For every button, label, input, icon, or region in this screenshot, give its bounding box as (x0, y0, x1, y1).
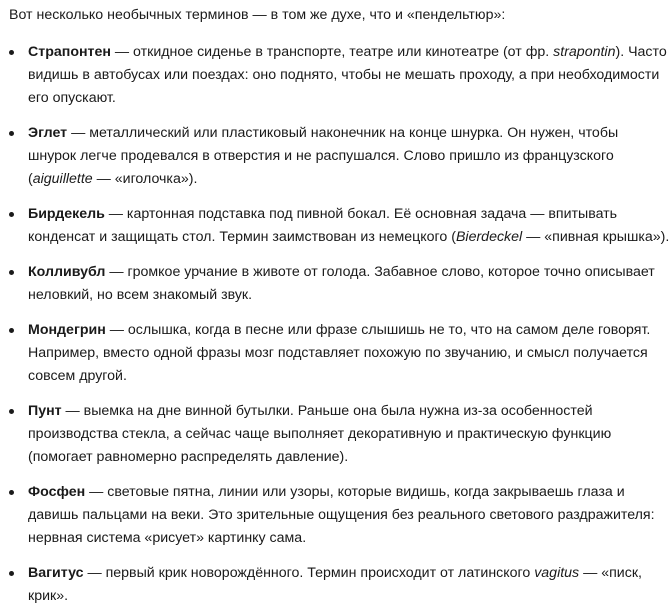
term-name: Колливубл (28, 264, 106, 280)
term-line (28, 226, 669, 249)
terms-list (9, 41, 669, 608)
term-line (28, 342, 648, 365)
term-text: — громкое урчание в животе от голода. Забавное слово, которое точно описывает (105, 264, 655, 280)
term-name: Вагитус (28, 565, 84, 581)
term-line (28, 145, 640, 168)
term-text: — ослышка, когда в песне или фразе слышишь не то, что на самом деле говорят. (105, 322, 651, 338)
term-line (28, 504, 655, 527)
term-text: нервная система «рисует» картинку сама. (28, 530, 307, 546)
term-name: Страпонтен (28, 44, 111, 60)
term-line (28, 400, 640, 423)
term-line (28, 261, 655, 284)
bullet-icon (9, 409, 14, 414)
term-text: — «иголочка»). (92, 171, 198, 187)
term-text: — картонная подставка под пивной бокал. Её основная задача — впитывать (104, 206, 618, 222)
term-line (28, 585, 640, 608)
term-name: Фосфен (28, 484, 86, 500)
term-origin-word: Bierdeckel (455, 229, 523, 245)
term-item-fosfen (9, 481, 655, 550)
term-name: Пунт (28, 403, 62, 419)
term-text: давишь пальцами на веки. Это зрительные ощущения без реального светового раздражителя: (28, 507, 655, 523)
bullet-icon (9, 328, 14, 333)
term-line (28, 481, 640, 504)
term-text: совсем другой. (28, 368, 127, 384)
term-text: видишь в автобусах или поездах: оно поднято, чтобы не мешать проходу, а при необходимости (28, 67, 660, 83)
term-line (28, 365, 640, 388)
term-item-straponten (9, 41, 667, 110)
term-item-vagitus (9, 562, 640, 608)
term-text: (помогает равномерно распределять давление). (28, 449, 349, 465)
term-text: — первый крик новорождённого. Термин происходит от латинского (83, 565, 535, 581)
intro-paragraph: Вот несколько необычных терминов — в том же духе, что и «пендельтюр»: (9, 7, 506, 23)
term-text: его опускают. (28, 90, 116, 106)
term-text: неловкий, но всем знакомый звук. (28, 287, 253, 303)
term-name: Бирдекель (28, 206, 105, 222)
term-item-kollivubl (9, 261, 655, 307)
term-text: ). Часто (615, 44, 667, 60)
term-text: — световые пятна, линии или узоры, которые видишь, когда закрываешь глаза и (85, 484, 625, 500)
term-line (28, 203, 640, 226)
term-line (28, 64, 660, 87)
term-item-birdekel (9, 203, 669, 249)
term-text: — откидное сиденье в транспорте, театре или кинотеатре (от фр. (110, 44, 554, 60)
term-line (28, 168, 640, 191)
term-line (28, 41, 667, 64)
term-line (28, 446, 640, 469)
term-line (28, 87, 640, 110)
term-origin-word: aiguillette (32, 171, 93, 187)
term-origin-word: strapontin (553, 44, 616, 60)
term-text: — «пивная крышка»). (522, 229, 669, 245)
term-name: Эглет (28, 125, 68, 141)
bullet-icon (9, 571, 14, 576)
term-text: производства стекла, а сейчас чаще выполняет декоративную и практическую функцию (28, 426, 612, 442)
term-text: — металлический или пластиковый наконечник на конце шнурка. Он нужен, чтобы (67, 125, 619, 141)
term-line (28, 284, 640, 307)
term-text: ( (28, 171, 33, 187)
term-line (28, 122, 640, 145)
term-line (28, 319, 651, 342)
bullet-icon (9, 270, 14, 275)
term-text: крик». (28, 588, 69, 604)
term-origin-word: vagitus (534, 565, 580, 581)
term-line (28, 562, 640, 585)
bullet-icon (9, 212, 14, 217)
bullet-icon (9, 131, 14, 136)
term-item-mondegrin (9, 319, 651, 388)
term-item-punt (9, 400, 640, 469)
term-item-eglet (9, 122, 640, 191)
bullet-icon (9, 490, 14, 495)
term-text: — «писк, (579, 565, 642, 581)
bullet-icon (9, 50, 14, 55)
term-line (28, 527, 640, 550)
term-text: Например, вместо одной фразы мозг подставляет похожую по звучанию, и смысл получается (28, 345, 648, 361)
term-text: — выемка на дне винной бутылки. Раньше она была нужна из-за особенностей (61, 403, 593, 419)
term-text: шнурок легче продевался в отверстия и не распушался. Слово пришло из французского (28, 148, 614, 164)
term-text: конденсат и защищать стол. Термин заимствован из немецкого ( (28, 229, 456, 245)
term-line (28, 423, 640, 446)
term-name: Мондегрин (28, 322, 106, 338)
